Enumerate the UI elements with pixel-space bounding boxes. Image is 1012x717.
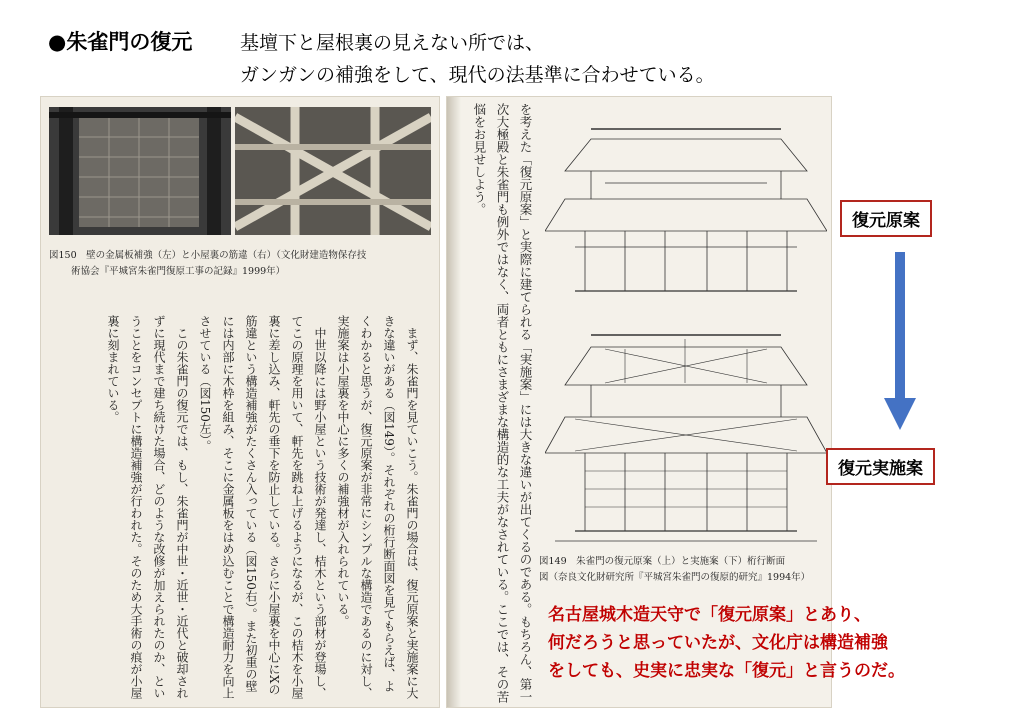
wall-metal-plate-photo xyxy=(49,107,231,235)
figure-149-caption-line-2: 図（奈良文化財研究所『平城宮朱雀門の復原的研究』1994年） xyxy=(539,572,811,583)
figure-150-caption-line-1: 図150 壁の金属板補強（左）と小屋裏の筋違（右）（文化財建造物保存技 xyxy=(49,250,367,261)
left-paragraph-1: まず、朱雀門を見ていこう。朱雀門の場合は、復元原案と実施案に大きな違いがある（図149）。それぞれの桁行断面図を見てもらえば、よくわかると思うが、復元原案が非常にシンプルな構造であるのに対し、実施案は小屋裏を中心に多くの補強材が入れられている。 xyxy=(336,315,419,699)
left-paragraph-2: 中世以降には野小屋という技術が発達し、桔木という部材が登場し、てこの原理を用いて、軒先を跳ね上げるようになるが、この桔木を小屋裏に差し込み、軒先の垂下を防止している。さらに小屋裏を中心にXの筋違という構造補強がたくさん入っている（図150右）。また初重の壁には内部に木枠を組み、そこに金属板をはめ込むことで構造耐力を向上させている（図150左）。 xyxy=(198,315,327,699)
implementation-plan-section-drawing xyxy=(545,325,827,547)
original-plan-label: 復元原案 xyxy=(840,200,932,237)
down-arrow-icon xyxy=(882,252,918,432)
subtitle-line-2: ガンガンの補強をして、現代の法基準に合わせている。 xyxy=(240,64,715,86)
left-book-page xyxy=(40,96,440,708)
book-gutter-shadow xyxy=(447,97,461,707)
note-line-3: をしても、史実に忠実な「復元」と言うのだ。 xyxy=(548,661,905,681)
note-line-2: 何だろうと思っていたが、文化庁は構造補強 xyxy=(548,633,888,653)
slide-title: ●朱雀門の復元 xyxy=(48,30,193,54)
note-line-1: 名古屋城木造天守で「復元原案」とあり、 xyxy=(548,605,871,625)
roof-bracing-photo xyxy=(235,107,431,235)
original-plan-section-drawing xyxy=(545,119,827,301)
left-page-body-text xyxy=(63,315,423,703)
left-paragraph-3: この朱雀門の復元では、もし、朱雀門が中世・近世・近代と破却されずに現代まで建ち続けた場合、どのような改修が加えられたのか、ということをコンセプトに構造補強が行われた。そのため大手術の痕が小屋裏に刻まれている。 xyxy=(106,315,189,699)
implementation-plan-label: 復元実施案 xyxy=(826,448,935,485)
subtitle-line-1: 基壇下と屋根裏の見えない所では、 xyxy=(240,32,545,54)
figure-149-caption-line-1: 図149 朱雀門の復元原案（上）と実施案（下）桁行断面 xyxy=(539,556,786,567)
figure-150-caption-line-2: 術協会『平城宮朱雀門復原工事の記録』1999年） xyxy=(71,266,286,277)
right-page-body-text: を考えた「復元原案」と実際に建てられる「実施案」には大きな違いが出てくるのである。もちろん、第一次大極殿と朱雀門も例外ではなく、両者ともにさまざまな構造的な工夫がなされている。ここでは、その苦悩をお見せしよう。 xyxy=(472,103,533,703)
